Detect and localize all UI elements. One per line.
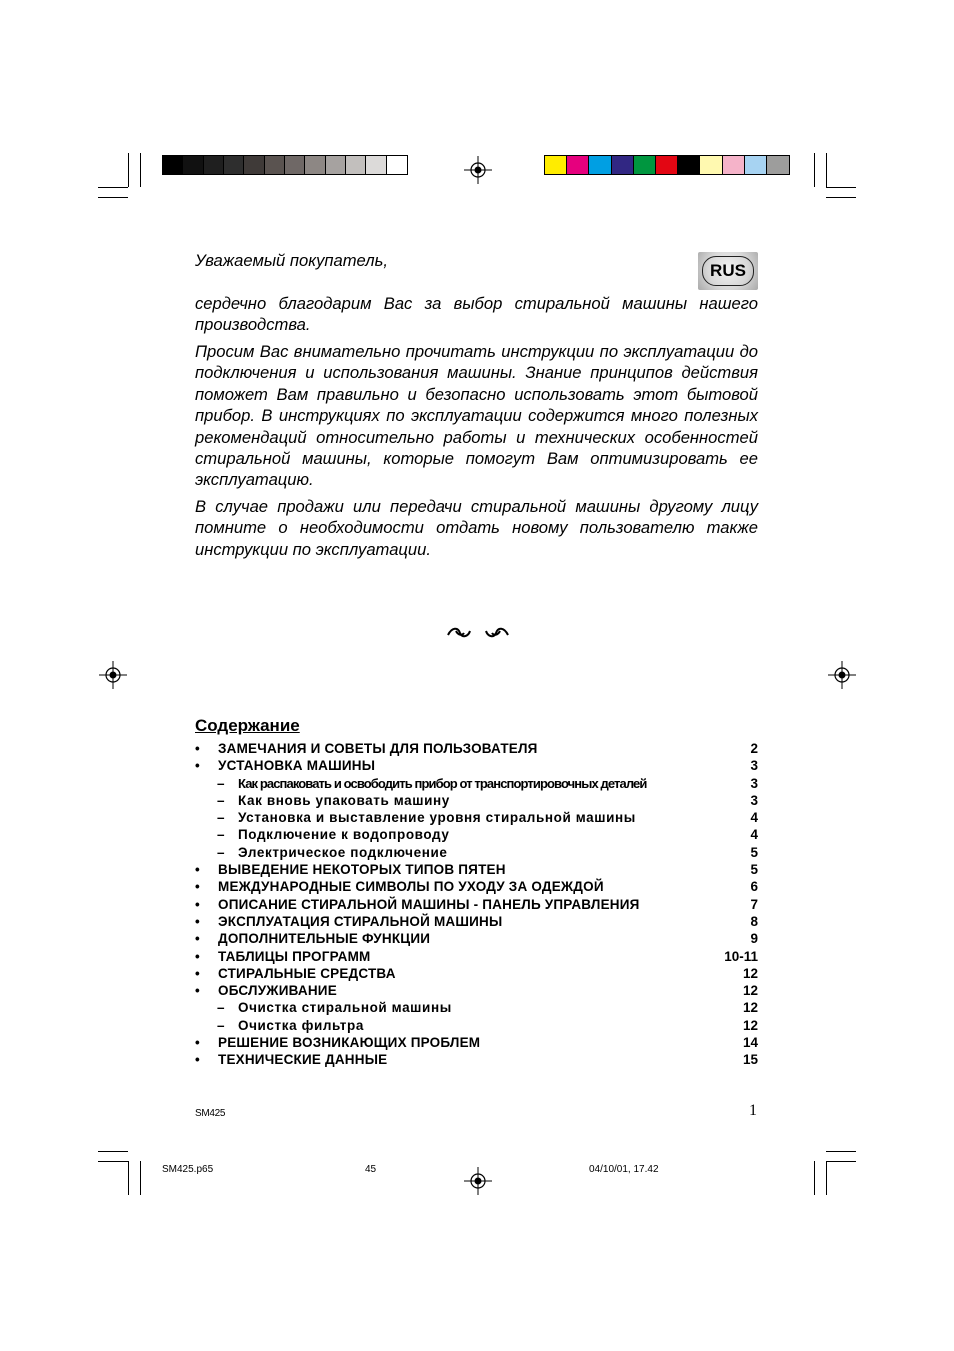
toc-label: Очистка стиральной машины <box>238 1000 452 1016</box>
toc-page: 2 <box>750 741 758 756</box>
toc-page: 4 <box>750 827 758 843</box>
toc-page: 5 <box>750 862 758 878</box>
toc-label: ЭКСПЛУАТАЦИЯ СТИРАЛЬНОЙ МАШИНЫ <box>218 913 503 929</box>
toc-marker: • <box>195 1035 200 1051</box>
toc-item <box>195 844 758 861</box>
color-swatch <box>723 156 745 174</box>
language-badge-label: RUS <box>702 256 754 286</box>
crop-mark <box>826 1151 856 1152</box>
toc-item <box>195 878 758 895</box>
grayscale-color-bar <box>162 155 408 175</box>
intro-text: сердечно благодарим Вас за выбор стиральной машины нашего производства. <box>195 294 758 335</box>
color-swatch <box>265 156 285 174</box>
toc-page: 12 <box>742 1000 758 1016</box>
crop-mark <box>826 197 856 198</box>
toc-label: ТЕХНИЧЕСКИЕ ДАННЫЕ <box>218 1052 388 1068</box>
toc-page: 14 <box>742 1035 758 1051</box>
toc-label: ЗАМЕЧАНИЯ И СОВЕТЫ ДЛЯ ПОЛЬЗОВАТЕЛЯ <box>218 741 538 756</box>
toc-page: 3 <box>750 758 758 774</box>
table-of-contents <box>195 740 758 1069</box>
color-swatch <box>244 156 264 174</box>
color-swatch <box>183 156 203 174</box>
slug-page: 45 <box>365 1164 377 1175</box>
toc-item <box>195 792 758 809</box>
crop-mark <box>128 1161 129 1195</box>
crop-mark <box>98 187 128 188</box>
toc-title: Содержание <box>195 716 300 735</box>
intro-text: Просим Вас внимательно прочитать инструкции по эксплуатации до подключения и использования машины. Знание принципов действия поможет Вам правильно и безопасно использовать этот бытовой прибор. В инструкциях по эксплуатации содержится много полезных рекомендаций относительно работы и технических особенностей стиральной машины, которые помогут Вам оптимизировать ее эксплуатацию. <box>195 342 758 490</box>
color-swatch <box>589 156 611 174</box>
greeting-text: Уважаемый покупатель, <box>195 251 388 270</box>
toc-marker: • <box>195 741 200 756</box>
toc-page: 15 <box>742 1052 758 1068</box>
toc-marker: • <box>195 913 200 929</box>
crop-mark <box>814 153 815 187</box>
toc-page: 12 <box>742 1017 758 1033</box>
crop-mark <box>826 1161 827 1195</box>
toc-item <box>195 861 758 878</box>
color-swatch <box>305 156 325 174</box>
toc-label: ВЫВЕДЕНИЕ НЕКОТОРЫХ ТИПОВ ПЯТЕН <box>218 862 506 878</box>
registration-mark-icon <box>827 660 857 690</box>
toc-item <box>195 740 758 757</box>
color-swatch <box>767 156 789 174</box>
color-swatch <box>612 156 634 174</box>
toc-label: РЕШЕНИЕ ВОЗНИКАЮЩИХ ПРОБЛЕМ <box>218 1035 481 1051</box>
toc-label: ДОПОЛНИТЕЛЬНЫЕ ФУНКЦИИ <box>218 931 431 947</box>
crop-mark <box>814 1161 815 1195</box>
crop-mark <box>128 153 129 187</box>
toc-item <box>195 757 758 774</box>
crop-mark <box>826 1161 856 1162</box>
toc-label: Подключение к водопроводу <box>238 827 450 843</box>
slug-date: 04/10/01, 17.42 <box>589 1164 659 1175</box>
toc-page: 3 <box>750 775 758 791</box>
color-swatch <box>163 156 183 174</box>
color-swatch <box>745 156 767 174</box>
crop-mark <box>98 1151 128 1152</box>
color-swatch <box>656 156 678 174</box>
toc-marker: – <box>217 775 225 791</box>
toc-label: МЕЖДУНАРОДНЫЕ СИМВОЛЫ ПО УХОДУ ЗА ОДЕЖДОЙ <box>218 879 604 895</box>
toc-item <box>195 948 758 965</box>
toc-label: СТИРАЛЬНЫЕ СРЕДСТВА <box>218 965 396 981</box>
crop-mark <box>826 187 856 188</box>
cmyk-color-bar <box>544 155 790 175</box>
toc-item <box>195 896 758 913</box>
crop-mark <box>826 153 827 187</box>
color-swatch <box>224 156 244 174</box>
toc-marker: • <box>195 948 200 964</box>
toc-marker: • <box>195 862 200 878</box>
crop-mark <box>98 197 128 198</box>
toc-item <box>195 826 758 843</box>
toc-item <box>195 930 758 947</box>
intro-text: В случае продажи или передачи стиральной машины другому лицу помните о необходимости отдать новому пользователю также инструкции по эксплуатации. <box>195 497 758 559</box>
toc-page: 12 <box>742 965 758 981</box>
toc-marker: • <box>195 983 200 999</box>
intro-paragraph-1 <box>195 293 758 336</box>
crop-mark <box>98 1161 128 1162</box>
color-swatch <box>387 156 407 174</box>
greeting <box>195 250 758 271</box>
toc-item <box>195 775 758 792</box>
toc-page: 6 <box>750 879 758 895</box>
toc-label: ОПИСАНИЕ СТИРАЛЬНОЙ МАШИНЫ - ПАНЕЛЬ УПРАВЛЕНИЯ <box>218 896 640 912</box>
toc-page: 3 <box>750 792 758 808</box>
slug-file: SM425.p65 <box>162 1164 214 1175</box>
toc-marker: – <box>217 792 225 808</box>
color-swatch <box>700 156 722 174</box>
toc-page: 12 <box>742 983 758 999</box>
toc-label: Установка и выставление уровня стиральной машины <box>238 810 636 826</box>
color-swatch <box>567 156 589 174</box>
color-swatch <box>285 156 305 174</box>
toc-item <box>195 913 758 930</box>
color-swatch <box>204 156 224 174</box>
model-code: SM425 <box>195 1108 226 1119</box>
toc-marker: • <box>195 879 200 895</box>
registration-mark-icon <box>463 155 493 185</box>
crop-mark <box>140 1161 141 1195</box>
toc-item <box>195 999 758 1016</box>
toc-marker: – <box>217 810 225 826</box>
toc-label: Как вновь упаковать машину <box>238 792 450 808</box>
color-swatch <box>366 156 386 174</box>
toc-item <box>195 1051 758 1068</box>
intro-paragraph-2 <box>195 341 758 491</box>
page-number: 1 <box>749 1102 757 1119</box>
color-swatch <box>678 156 700 174</box>
toc-page: 5 <box>750 844 758 860</box>
toc-marker: • <box>195 896 200 912</box>
toc-label: Очистка фильтра <box>238 1017 364 1033</box>
toc-marker: • <box>195 758 200 774</box>
toc-label: Электрическое подключение <box>238 844 448 860</box>
toc-page: 10-11 <box>724 948 758 964</box>
toc-label: ТАБЛИЦЫ ПРОГРАММ <box>218 948 371 964</box>
toc-page: 8 <box>750 913 758 929</box>
language-badge <box>698 252 758 290</box>
toc-page: 4 <box>750 810 758 826</box>
toc-page: 7 <box>750 896 758 912</box>
toc-item <box>195 982 758 999</box>
toc-marker: – <box>217 1000 225 1016</box>
toc-label: ОБСЛУЖИВАНИЕ <box>218 983 337 999</box>
ornament-icon <box>446 625 510 641</box>
color-swatch <box>545 156 567 174</box>
toc-item <box>195 1017 758 1034</box>
toc-page: 9 <box>750 931 758 947</box>
color-swatch <box>634 156 656 174</box>
toc-marker: – <box>217 844 225 860</box>
toc-label: УСТАНОВКА МАШИНЫ <box>218 758 376 774</box>
toc-marker: – <box>217 1017 225 1033</box>
toc-marker: • <box>195 1052 200 1068</box>
toc-marker: • <box>195 965 200 981</box>
crop-mark <box>140 153 141 187</box>
toc-marker: – <box>217 827 225 843</box>
toc-item <box>195 965 758 982</box>
toc-item <box>195 1034 758 1051</box>
registration-mark-icon <box>463 1166 493 1196</box>
toc-marker: • <box>195 931 200 947</box>
color-swatch <box>326 156 346 174</box>
intro-paragraph-3 <box>195 496 758 560</box>
registration-mark-icon <box>98 660 128 690</box>
toc-label: Как распаковать и освободить прибор от транспортировочных деталей <box>238 775 647 791</box>
toc-item <box>195 809 758 826</box>
color-swatch <box>346 156 366 174</box>
